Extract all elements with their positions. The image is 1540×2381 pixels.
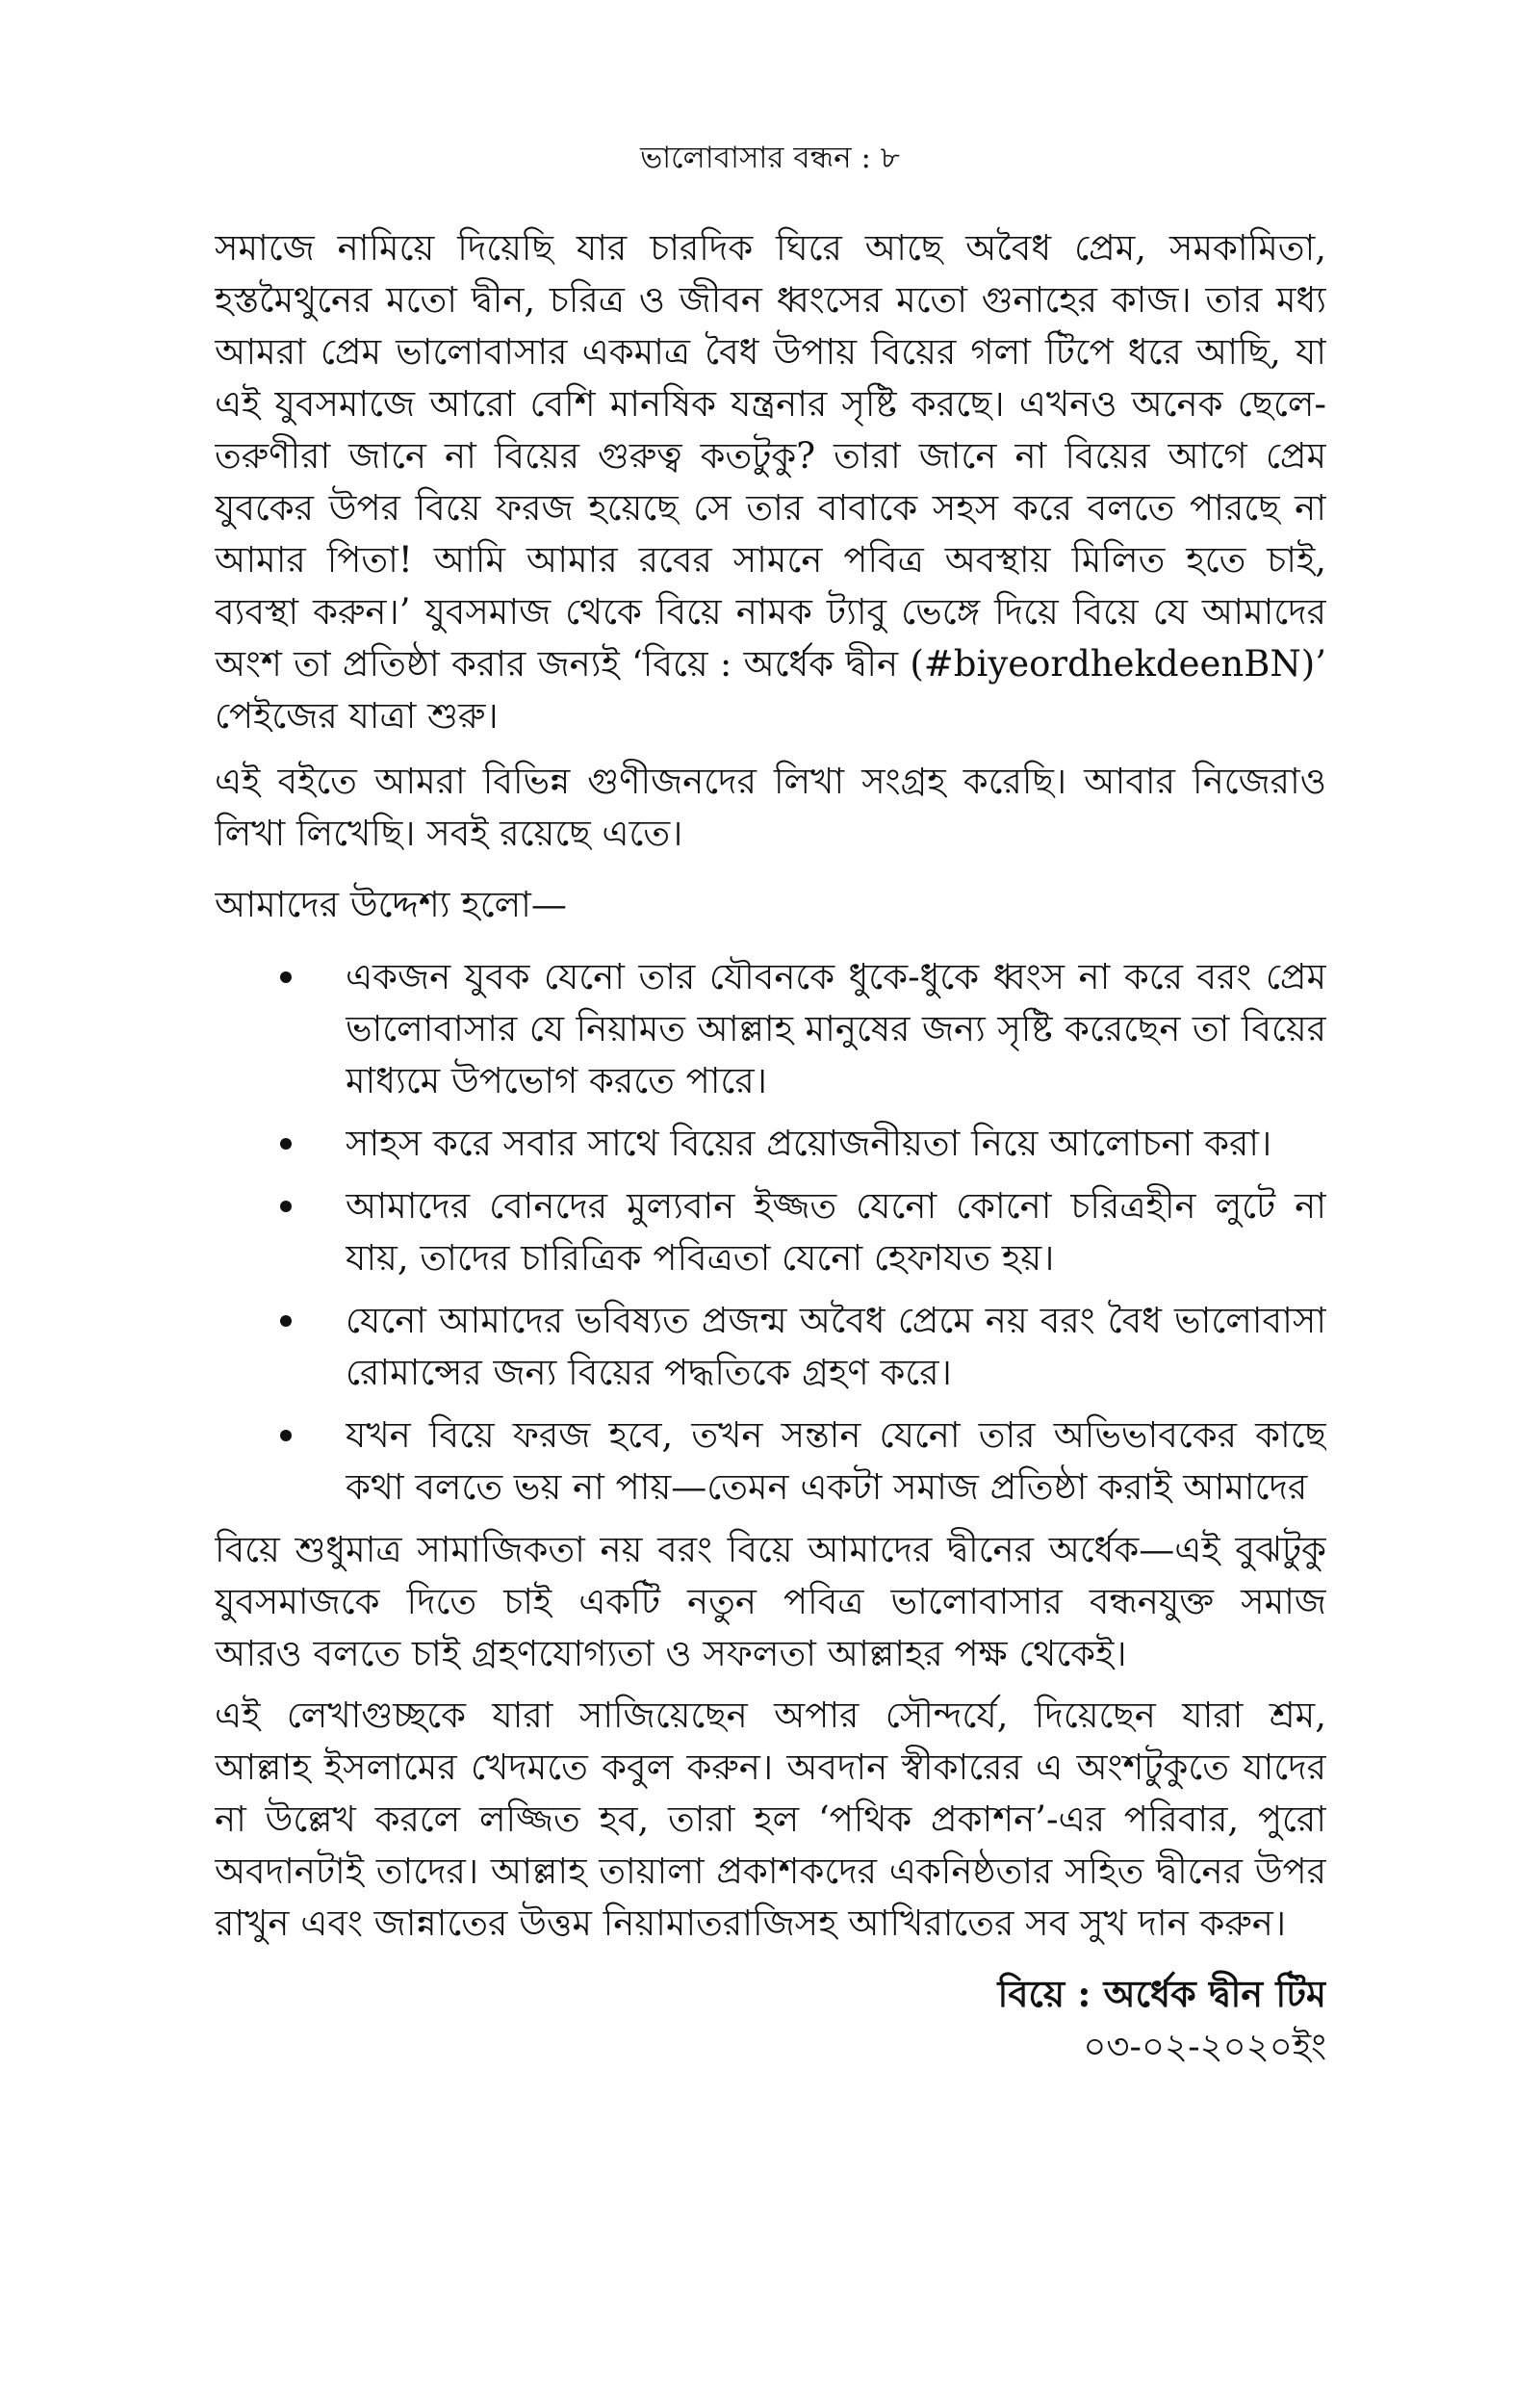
bullet-icon [280,1430,292,1441]
body-line: তরুণীরা জানে না বিয়ের গুরুত্ব কতটুকু? তারা জানে না বিয়ের আগে প্রেম [215,435,1326,477]
body-line: ভালোবাসার যে নিয়ামত আল্লাহ মানুষের জন্য সৃষ্টি করেছেন তা বিয়ের [346,1008,1326,1049]
bullet-icon [280,1138,292,1150]
body-line: এই বইতে আমরা বিভিন্ন গুণীজনদের লিখা সংগ্রহ করেছি। আবার নিজেরাও [215,761,1326,802]
list-item [215,1295,1326,1399]
closing-paragraph [215,1524,1326,1680]
body-line: সাহস করে সবার সাথে বিয়ের প্রয়োজনীয়তা নিয়ে আলোচনা করা। [346,1123,1272,1164]
aims-heading [215,879,1326,931]
body-line: বিয়ে শুধুমাত্র সামাজিকতা নয় বরং বিয়ে আমাদের দ্বীনের অর্ধেক—এই বুঝটুকু [215,1529,1326,1570]
list-item [215,1118,1326,1170]
body-line: আমরা প্রেম ভালোবাসার একমাত্র বৈধ উপায় বিয়ের গলা টিপে ধরে আছি, যা [215,331,1326,373]
signature: বিয়ে : অর্ধেক দ্বীন টিম [997,1972,1326,2015]
body-line: সমাজে নামিয়ে দিয়েছি যার চারদিক ঘিরে আছে অবৈধ প্রেম, সমকামিতা, [215,227,1326,269]
body-line: এই লেখাগুচ্ছকে যারা সাজিয়েছেন অপার সৌন্দর্যে, দিয়েছেন যারা শ্রম, [215,1695,1326,1736]
body-line: আমাদের বোনদের মুল্যবান ইজ্জত যেনো কোনো চরিত্রহীন লুটে না [346,1185,1326,1227]
body-line: হস্তমৈথুনের মতো দ্বীন, চরিত্র ও জীবন ধ্বংসের মতো গুনাহের কাজ। তার মধ্য [215,279,1326,321]
body-line: মাধ্যমে উপভোগ করতে পারে। [346,1060,767,1101]
body-line: যুবকের উপর বিয়ে ফরজ হয়েছে সে তার বাবাকে সহস করে বলতে পারছে না [215,487,1326,529]
list-item [215,1180,1326,1284]
body-line: যুবসমাজকে দিতে চাই একটি নতুন পবিত্র ভালোবাসার বন্ধনযুক্ত সমাজ [215,1581,1326,1622]
list-item [215,951,1326,1107]
body-line: যেনো আমাদের ভবিষ্যত প্রজন্ম অবৈধ প্রেমে নয় বরং বৈধ ভালোবাসা [346,1300,1326,1341]
body-line: অবদানটাই তাদের। আল্লাহ তায়ালা প্রকাশকদের একনিষ্ঠতার সহিত দ্বীনের উপর [215,1850,1326,1892]
intro-paragraph [215,222,1326,742]
body-line: আল্লাহ ইসলামের খেদমতে কবুল করুন। অবদান স্বীকারের এ অংশটুকুতে যাদের [215,1747,1326,1788]
date: ০৩-০২-২০২০ইং [1083,2026,1326,2067]
bullet-icon [280,1315,292,1327]
body-line: পেইজের যাত্রা শুরু। [215,695,499,737]
collection-paragraph [215,756,1326,860]
body-line: আমাদের উদ্দেশ্য হলো— [215,884,567,925]
acknowledgement-paragraph [215,1690,1326,1950]
body-line: যায়, তাদের চারিত্রিক পবিত্রতা যেনো হেফাযত হয়। [346,1237,1055,1279]
body-line: যখন বিয়ে ফরজ হবে, তখন সন্তান যেনো তার অভিভাবকের কাছে [346,1414,1326,1456]
bullet-icon [280,1201,292,1212]
running-head: ভালোবাসার বন্ধন : ৮ [640,141,900,175]
body-line: এই যুবসমাজে আরো বেশি মানষিক যন্ত্রনার সৃষ্টি করছে। এখনও অনেক ছেলে- [215,383,1326,425]
body-line: একজন যুবক যেনো তার যৌবনকে ধুকে-ধুকে ধ্বংস না করে বরং প্রেম [346,956,1326,997]
body-line: আরও বলতে চাই গ্রহণযোগ্যতা ও সফলতা আল্লাহর পক্ষ থেকেই। [215,1633,1127,1674]
aims-list [215,951,1326,1514]
body-line: রাখুন এবং জান্নাতের উত্তম নিয়ামাতরাজিসহ আখিরাতের সব সুখ দান করুন। [215,1902,1287,1944]
list-item [215,1410,1326,1514]
body-line: রোমান্সের জন্য বিয়ের পদ্ধতিকে গ্রহণ করে। [346,1352,952,1393]
body-line: কথা বলতে ভয় না পায়—তেমন একটা সমাজ প্রতিষ্ঠা করাই আমাদের [346,1466,1308,1508]
body-line: আমার পিতা! আমি আমার রবের সামনে পবিত্র অবস্থায় মিলিত হতে চাই, [215,539,1326,581]
body-line: ব্যবস্থা করুন।’ যুবসমাজ থেকে বিয়ে নামক ট্যাবু ভেঙ্গে দিয়ে বিয়ে যে আমাদের [215,591,1326,633]
body-line: অংশ তা প্রতিষ্ঠা করার জন্যই ‘বিয়ে : অর্ধেক দ্বীন (#biyeordhekdeenBN)’ [215,643,1326,685]
body-line: না উল্লেখ করলে লজ্জিত হব, তারা হল ‘পথিক প্রকাশন’-এর পরিবার, পুরো [215,1799,1326,1840]
text-column [215,222,1326,2073]
bullet-icon [280,971,292,983]
body-line: লিখা লিখেছি। সবই রয়েছে এতে। [215,813,683,854]
